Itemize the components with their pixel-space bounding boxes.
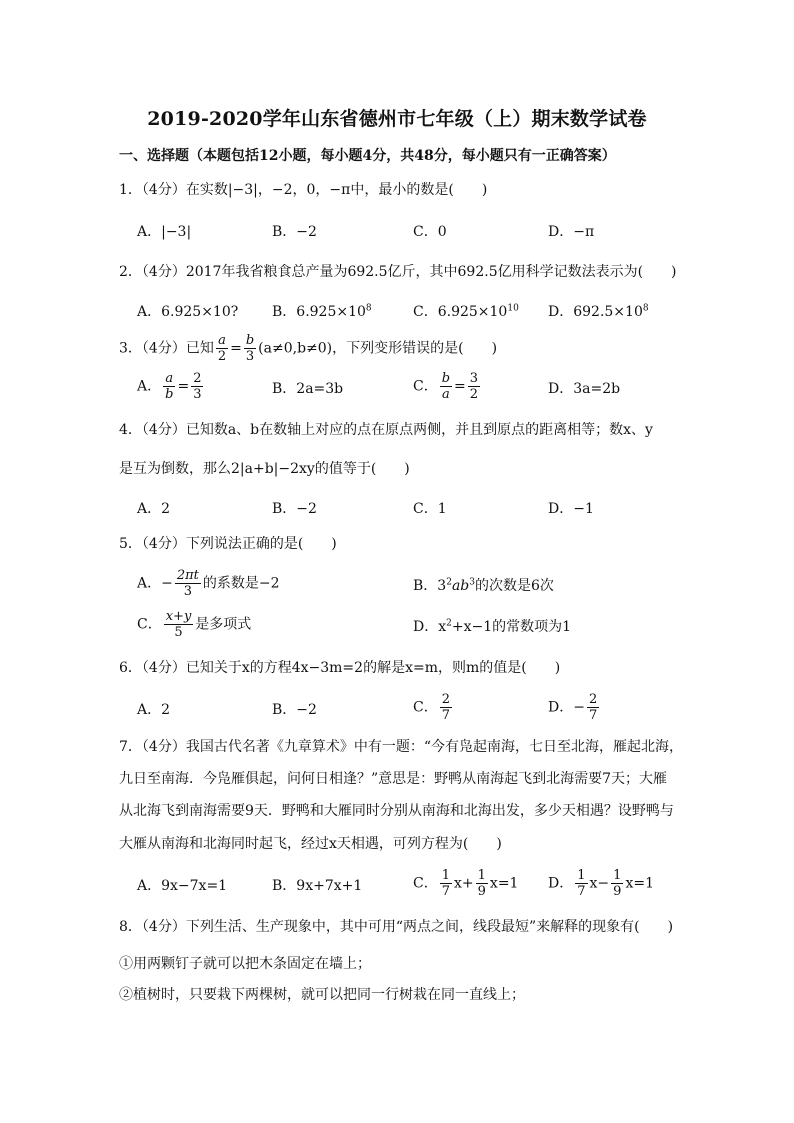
section-heading: 一、选择题（本题包括12小题，每小题4分，共48分，每小题只有一正确答案） xyxy=(119,148,616,164)
q6-option-b: B．−2 xyxy=(272,702,317,718)
q2-option-b: B．$6.925\times 10^8$ xyxy=(272,303,372,320)
q1-option-a: A．|−3| xyxy=(137,224,192,240)
q6-option-a: A．2 xyxy=(137,702,171,718)
question-7-line-2: 九日至南海．今凫雁俱起，问何日相逢？”意思是：野鸭从南海起飞到北海需要7天；大雁 xyxy=(119,771,668,787)
q8-item-2: ②植树时，只要栽下两棵树，就可以把同一行树栽在同一直线上； xyxy=(119,987,525,1003)
question-4-line-1: 4．（4分）已知数a、b在数轴上对应的点在原点两侧，并且到原点的距离相等；数x、y xyxy=(119,422,653,438)
q2-option-d: D．$692.5\times 10^8$ xyxy=(548,303,649,320)
question-5-stem: 5．（4分）下列说法正确的是( ) xyxy=(119,536,337,552)
question-7-line-1: 7．（4分）我国古代名著《九章算术》中有一题：“今有凫起南海，七日至北海，雁起北海， xyxy=(119,739,683,755)
q5-option-b: B．$3^2ab^3$的次数是6次 xyxy=(413,577,554,594)
question-7-line-3: 从北海飞到南海需要9天．野鸭和大雁同时分别从南海和北海出发，多少天相遇？设野鸭与 xyxy=(119,803,674,819)
q1-option-b: B．−2 xyxy=(272,224,317,240)
q4-option-c: C．1 xyxy=(413,501,447,517)
question-1-stem: 1．（4分）在实数|−3|，−2，0，−π中，最小的数是( ) xyxy=(119,182,488,198)
q6-option-d: D．− $\frac{2}{7}$ xyxy=(548,692,598,723)
question-2-stem: 2．（4分）2017年我省粮食总产量为692.5亿斤，其中692.5亿用科学记数法表示为( ) xyxy=(119,264,677,280)
q5-option-a: A．− $\frac{2\pi t}{3}$ 的系数是−2 xyxy=(137,568,280,599)
fraction: $\frac{a}{2}$ xyxy=(217,333,227,364)
question-7-line-4: 大雁从南海和北海同时起飞，经过x天相遇，可列方程为( ) xyxy=(119,836,502,852)
q7-option-d: D． $\frac{1}{7}$ x− $\frac{1}{9}$ x=1 xyxy=(548,868,654,899)
q8-item-1: ①用两颗钉子就可以把木条固定在墙上； xyxy=(119,956,371,972)
q4-option-a: A．2 xyxy=(137,501,171,517)
q3-option-d: D．3a=2b xyxy=(548,381,621,397)
q7-option-b: B．9x+7x+1 xyxy=(272,878,363,894)
q3-option-b: B．2a=3b xyxy=(272,381,344,397)
q2-option-a: A．6.925×10? xyxy=(137,304,239,320)
q7-option-a: A．9x−7x=1 xyxy=(137,878,228,894)
q1-option-c: C．0 xyxy=(413,224,447,240)
page-title: 2019-2020学年山东省德州市七年级（上）期末数学试卷 xyxy=(147,108,647,130)
question-4-line-2: 是互为倒数，那么2|a+b|−2xy的值等于( ) xyxy=(119,461,410,477)
question-6-stem: 6．（4分）已知关于x的方程4x−3m=2的解是x=m，则m的值是( ) xyxy=(119,660,561,676)
q5-option-d: D．$x^2+x-1$的常数项为1 xyxy=(413,618,572,635)
q7-option-c: C． $\frac{1}{7}$ x+ $\frac{1}{9}$ x=1 xyxy=(413,868,519,899)
q3-option-c: C． $\frac{b}{a}$ = $\frac{3}{2}$ xyxy=(413,371,479,402)
q3-option-a: A． $\frac{a}{b}$ = $\frac{2}{3}$ xyxy=(137,371,202,402)
question-8-stem: 8．（4分）下列生活、生产现象中，其中可用“两点之间，线段最短”来解释的现象有( ) xyxy=(119,919,674,935)
question-3-stem: 3．（4分）已知 $\frac{a}{2}$ = $\frac{b}{3}$ (a≠0,b≠0)，下列变形错误的是( ) xyxy=(119,333,498,364)
q6-option-c: C． $\frac{2}{7}$ xyxy=(413,692,450,723)
q5-option-c: C． $\frac{x+y}{5}$ 是多项式 xyxy=(137,609,252,640)
q2-option-c: C．$6.925\times 10^{10}$ xyxy=(413,303,519,320)
fraction: $\frac{b}{3}$ xyxy=(245,333,255,364)
q1-option-d: D．−π xyxy=(548,224,595,240)
q4-option-d: D．−1 xyxy=(548,501,594,517)
q4-option-b: B．−2 xyxy=(272,501,317,517)
